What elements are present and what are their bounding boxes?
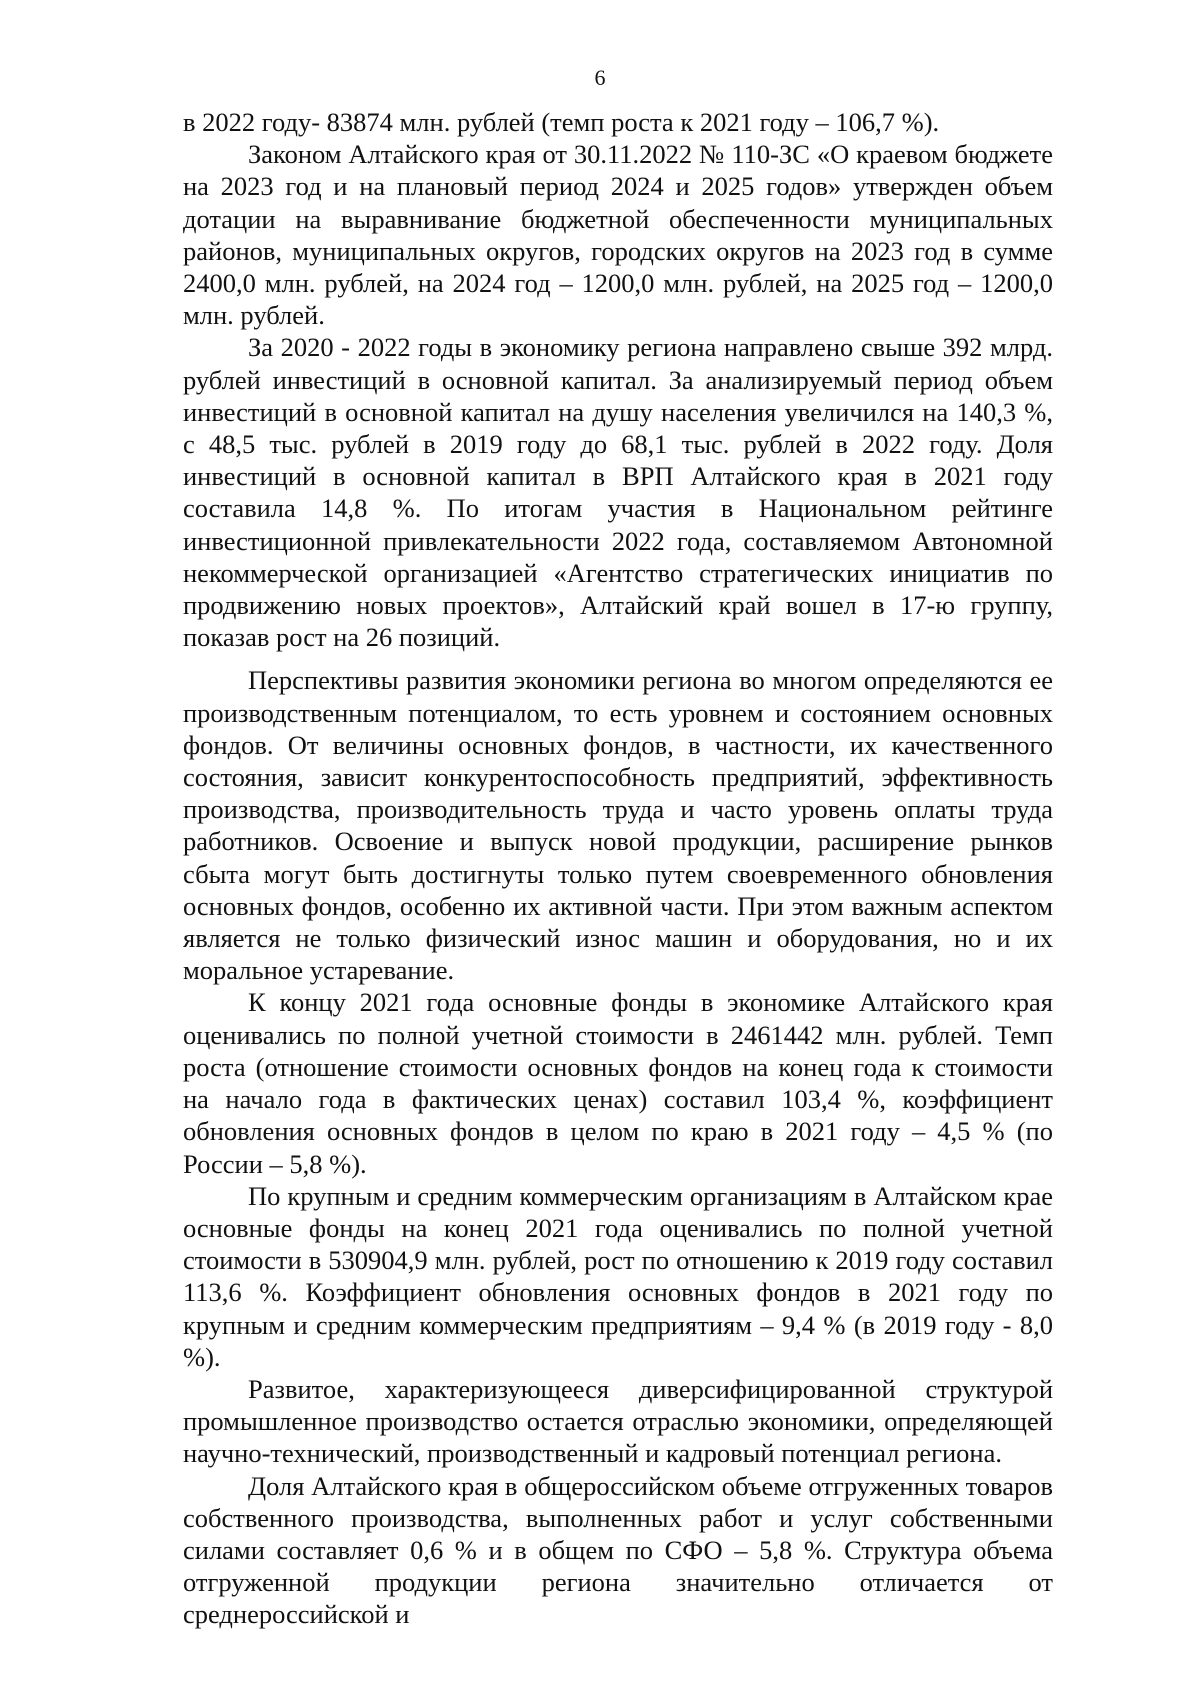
paragraph: К концу 2021 года основные фонды в экономике Алтайского края оценивались по полной учетной стоимости в 2461442 млн. рублей. Темп роста (отношение стоимости основных фондов на конец года к стоимости на начало года в фактических ценах) составил 103,4 %, коэффициент обновления основных фондов в целом по краю в 2021 году – 4,5 % (по России – 5,8 %). bbox=[183, 987, 1053, 1179]
paragraph: За 2020 - 2022 годы в экономику региона направлено свыше 392 млрд. рублей инвестиций в основной капитал. За анализируемый период объем инвестиций в основной капитал на душу населения увеличился на 140,3 %, с 48,5 тыс. рублей в 2019 году до 68,1 тыс. рублей в 2022 году. Доля инвестиций в основной капитал в ВРП Алтайского края в 2021 году составила 14,8 %. По итогам участия в Национальном рейтинге инвестиционной привлекательности 2022 года, составляемом Автономной некоммерческой организацией «Агентство стратегических инициатив по продвижению новых проектов», Алтайский край вошел в 17-ю группу, показав рост на 26 позиций. bbox=[183, 332, 1053, 653]
paragraph: Доля Алтайского края в общероссийском объеме отгруженных товаров собственного производства, выполненных работ и услуг собственными силами составляет 0,6 % и в общем по СФО – 5,8 %. Структура объема отгруженной продукции региона значительно отличается от среднероссийской и bbox=[183, 1470, 1053, 1630]
paragraph: Перспективы развития экономики региона во многом определяются ее производственным потенциалом, то есть уровнем и состоянием основных фондов. От величины основных фондов, в частности, их качественного состояния, зависит конкурентоспособность предприятий, эффективность производства, производительность труда и часто уровень оплаты труда работников. Освоение и выпуск новой продукции, расширение рынков сбыта могут быть достигнуты только путем своевременного обновления основных фондов, особенно их активной части. При этом важным аспектом является не только физический износ машин и оборудования, но и их моральное устаревание. bbox=[183, 665, 1053, 986]
document-body bbox=[183, 106, 1053, 1631]
paragraph: По крупным и средним коммерческим организациям в Алтайском крае основные фонды на конец 2021 года оценивались по полной учетной стоимости в 530904,9 млн. рублей, рост по отношению к 2019 году составил 113,6 %. Коэффициент обновления основных фондов в 2021 году по крупным и средним коммерческим предприятиям – 9,4 % (в 2019 году - 8,0 %). bbox=[183, 1180, 1053, 1372]
paragraph: Развитое, характеризующееся диверсифицированной структурой промышленное производство остается отраслью экономики, определяющей научно-технический, производственный и кадровый потенциал региона. bbox=[183, 1373, 1053, 1469]
paragraph: Законом Алтайского края от 30.11.2022 № 110-ЗС «О краевом бюджете на 2023 год и на плановый период 2024 и 2025 годов» утвержден объем дотации на выравнивание бюджетной обеспеченности муниципальных районов, муниципальных округов, городских округов на 2023 год в сумме 2400,0 млн. рублей, на 2024 год – 1200,0 млн. рублей, на 2025 год – 1200,0 млн. рублей. bbox=[183, 139, 1053, 331]
page-number: 6 bbox=[594, 65, 606, 90]
paragraph: в 2022 году- 83874 млн. рублей (темп роста к 2021 году – 106,7 %). bbox=[183, 107, 940, 137]
